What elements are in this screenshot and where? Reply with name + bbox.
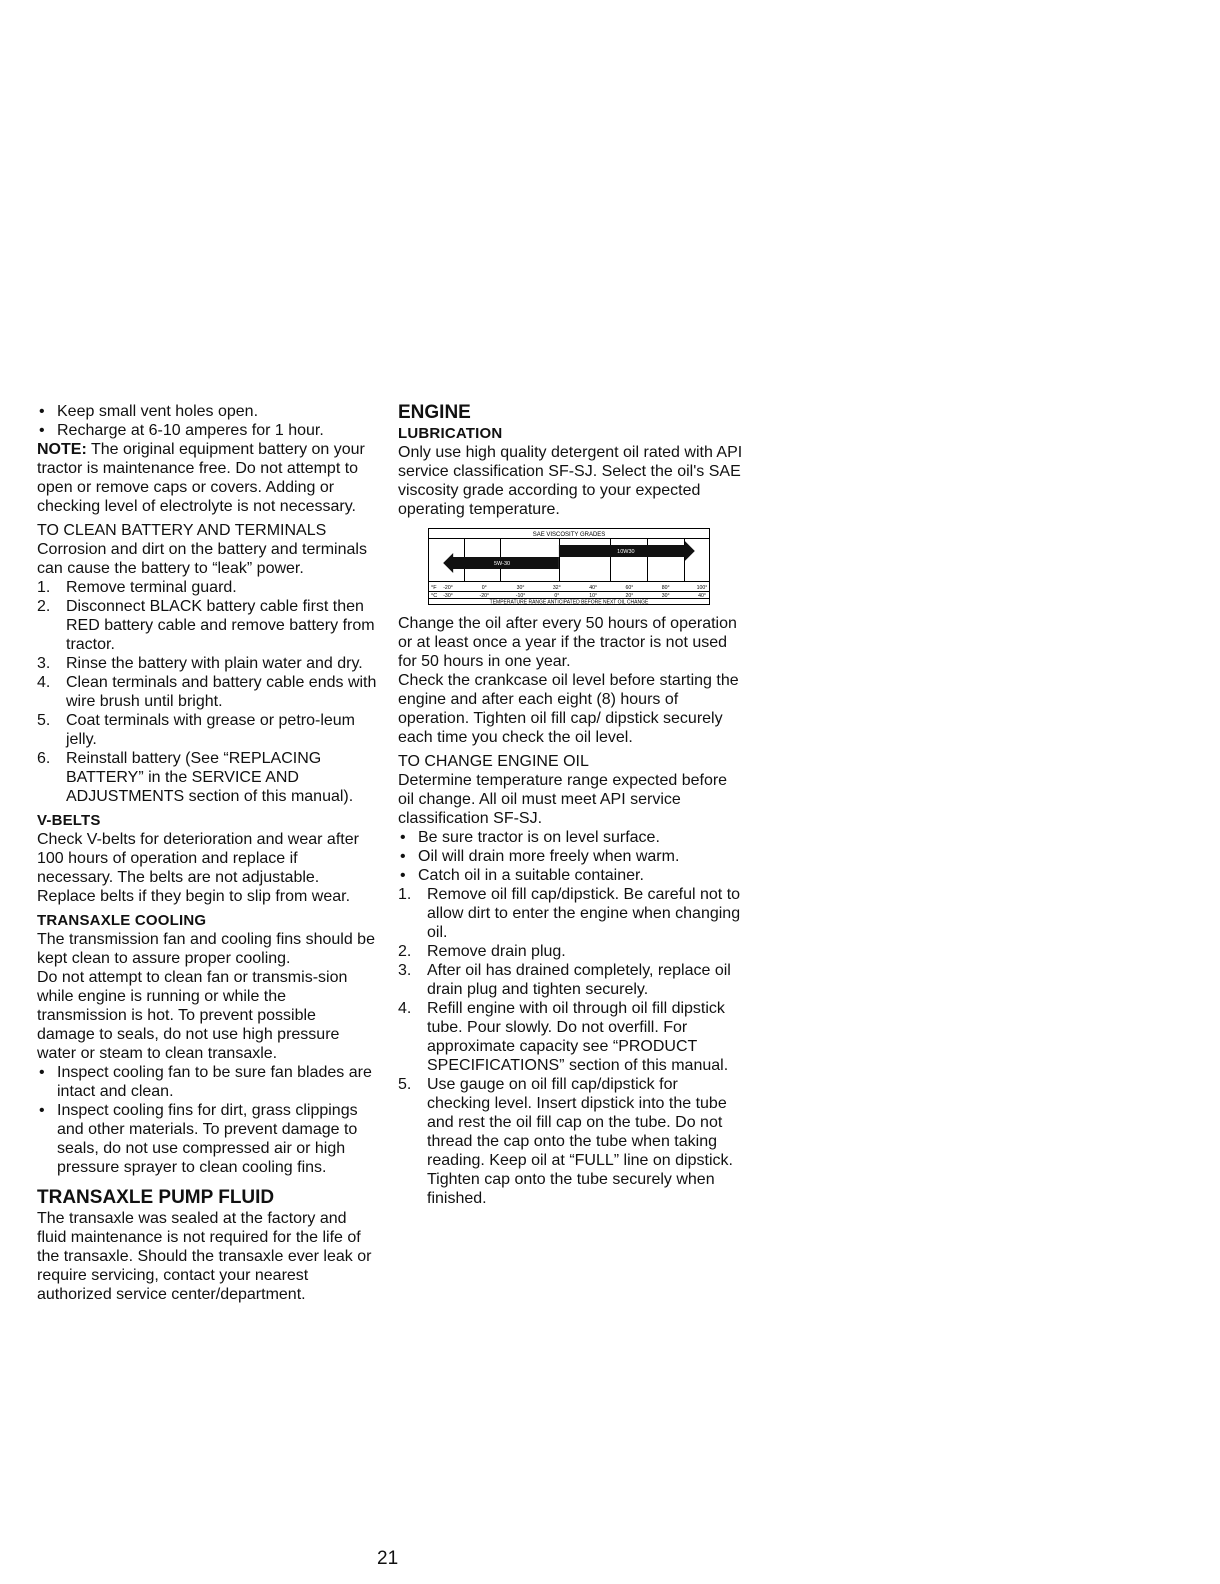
celsius-tick-label: -10° bbox=[515, 593, 526, 599]
note-text: The original equipment battery on your tractor is maintenance free. Do not attempt to open or remove caps or covers. Adding or checking level of electrolyte is not necessary. bbox=[37, 441, 365, 515]
change-engine-oil-intro: Determine temperature range expected before oil change. All oil must meet API service classification SF-SJ. bbox=[398, 772, 728, 827]
step-number: 5. bbox=[37, 712, 51, 729]
celsius-tick-label: 20° bbox=[625, 593, 634, 599]
battery-note bbox=[37, 440, 377, 516]
list-item bbox=[37, 749, 377, 806]
step-number: 5. bbox=[398, 1076, 412, 1093]
clean-battery-heading: TO CLEAN BATTERY AND TERMINALS bbox=[37, 522, 327, 539]
step-number: 4. bbox=[37, 674, 51, 691]
chart-footer: TEMPERATURE RANGE ANTICIPATED BEFORE NEXT OIL CHANGE bbox=[489, 599, 649, 605]
list-item bbox=[398, 999, 744, 1075]
transaxle-cooling-paragraph: The transmission fan and cooling fins should be kept clean to assure proper cooling. bbox=[37, 931, 375, 967]
list-item: • Inspect cooling fins for dirt, grass clippings and other materials. To prevent damage to seals, do not use compressed air or high pressure sprayer to clean cooling fins. bbox=[37, 1101, 377, 1177]
list-item bbox=[37, 597, 377, 654]
transaxle-cooling-paragraph: Do not attempt to clean fan or transmis-sion while engine is running or while the transmission is hot. To prevent possible damage to seals, do not use high pressure water or steam to clean transaxle. bbox=[37, 969, 348, 1062]
list-item bbox=[37, 578, 377, 597]
list-item bbox=[37, 673, 377, 711]
step-text: Rinse the battery with plain water and dry. bbox=[66, 655, 363, 672]
lubrication-text: Only use high quality detergent oil rated with API service classification SF-SJ. Select the oil's SAE viscosity grade according to your expected operating temperature. bbox=[398, 444, 743, 518]
step-text: Coat terminals with grease or petro-leum jelly. bbox=[66, 712, 356, 748]
celsius-tick-label: -30° bbox=[443, 593, 453, 599]
note-label: NOTE: bbox=[37, 441, 87, 458]
step-text: After oil has drained completely, replace oil drain plug and tighten securely. bbox=[427, 962, 731, 998]
clean-battery-intro: Corrosion and dirt on the battery and terminals can cause the battery to “leak” power. bbox=[37, 541, 367, 577]
vbelts-heading: V-BELTS bbox=[37, 812, 101, 829]
step-number: 1. bbox=[37, 579, 51, 596]
celsius-tick-label: 10° bbox=[589, 593, 598, 599]
oil-change-interval-text: Change the oil after every 50 hours of operation or at least once a year if the tractor is not used for 50 hours in one year. bbox=[398, 615, 737, 670]
list-item: • Catch oil in a suitable container. bbox=[398, 866, 744, 885]
list-item bbox=[37, 654, 377, 673]
list-item bbox=[37, 711, 377, 749]
step-text: Clean terminals and battery cable ends with wire brush until bright. bbox=[66, 674, 377, 710]
fahrenheit-tick-label: 0° bbox=[481, 585, 487, 591]
fahrenheit-tick-label: 30° bbox=[516, 585, 525, 591]
step-number: 6. bbox=[37, 750, 51, 767]
oil-check-text: Check the crankcase oil level before starting the engine and after each eight (8) hours of operation. Tighten oil fill cap/ dipstick securely each time you check the oil level. bbox=[398, 672, 739, 746]
list-item bbox=[398, 942, 744, 961]
step-number: 4. bbox=[398, 1000, 412, 1017]
chart-title: SAE VISCOSITY GRADES bbox=[532, 532, 606, 538]
step-text: Remove oil fill cap/dipstick. Be careful not to allow dirt to enter the engine when changing oil. bbox=[427, 886, 741, 941]
step-text: Refill engine with oil through oil fill dipstick tube. Pour slowly. Do not overfill. For approximate capacity see “PRODUCT SPECIFICATIONS” section of this manual. bbox=[427, 1000, 729, 1074]
list-item: • Recharge at 6-10 amperes for 1 hour. bbox=[37, 421, 377, 440]
list-item bbox=[398, 961, 744, 999]
vbelts-text: Check V-belts for deterioration and wear after 100 hours of operation and replace if necessary. The belts are not adjustable. Replace belts if they begin to slip from wear. bbox=[37, 831, 359, 905]
list-item: • Be sure tractor is on level surface. bbox=[398, 828, 744, 847]
fahrenheit-tick-label: -20° bbox=[443, 585, 453, 591]
step-text: Remove drain plug. bbox=[427, 943, 566, 960]
change-oil-bullets bbox=[398, 828, 744, 885]
step-number: 2. bbox=[398, 943, 412, 960]
right-column bbox=[398, 402, 744, 1208]
transaxle-pump-heading: TRANSAXLE PUMP FLUID bbox=[37, 1187, 275, 1208]
transaxle-pump-text: The transaxle was sealed at the factory and fluid maintenance is not required for the life of the transaxle. Should the transaxle ever leak or require servicing, contact your nearest authorized service center/department. bbox=[37, 1210, 372, 1303]
step-number: 1. bbox=[398, 886, 412, 903]
fahrenheit-tick-label: 60° bbox=[625, 585, 634, 591]
step-text: Disconnect BLACK battery cable first then RED battery cable and remove battery from tractor. bbox=[66, 598, 375, 653]
transaxle-cooling-heading: TRANSAXLE COOLING bbox=[37, 912, 207, 929]
list-item bbox=[398, 885, 744, 942]
engine-heading: ENGINE bbox=[398, 402, 471, 423]
transaxle-cooling-bullets bbox=[37, 1063, 377, 1177]
change-engine-oil-heading: TO CHANGE ENGINE OIL bbox=[398, 753, 589, 770]
left-column bbox=[37, 402, 377, 1304]
step-text: Reinstall battery (See “REPLACING BATTERY” in the SERVICE AND ADJUSTMENTS section of this manual). bbox=[66, 750, 354, 805]
step-text: Remove terminal guard. bbox=[66, 579, 237, 596]
celsius-unit: °C bbox=[431, 593, 438, 599]
list-item: • Keep small vent holes open. bbox=[37, 402, 377, 421]
step-number: 3. bbox=[398, 962, 412, 979]
lubrication-heading: LUBRICATION bbox=[398, 425, 503, 442]
celsius-tick-label: -20° bbox=[479, 593, 490, 599]
clean-battery-steps bbox=[37, 578, 377, 806]
viscosity-grade-label: 5W-30 bbox=[493, 561, 511, 567]
step-number: 3. bbox=[37, 655, 51, 672]
step-number: 2. bbox=[37, 598, 51, 615]
step-text: Use gauge on oil fill cap/dipstick for checking level. Insert dipstick into the tube and rest the oil fill cap on the tube. Do not thread the cap onto the tube when taking reading. Keep oil at “FULL” line on dipstick. Tighten cap onto the tube securely when finished. bbox=[427, 1076, 733, 1207]
celsius-tick-label: 0° bbox=[554, 593, 560, 599]
fahrenheit-tick-label: 32° bbox=[552, 585, 561, 591]
fahrenheit-unit: °F bbox=[431, 585, 437, 591]
change-oil-steps bbox=[398, 885, 744, 1208]
page-number: 21 bbox=[377, 1548, 399, 1569]
list-item: • Oil will drain more freely when warm. bbox=[398, 847, 744, 866]
viscosity-grade-label: 10W30 bbox=[617, 549, 635, 555]
list-item bbox=[398, 1075, 744, 1208]
sae-viscosity-chart bbox=[428, 528, 710, 605]
celsius-tick-label: 40° bbox=[698, 593, 706, 599]
celsius-tick-label: 30° bbox=[661, 593, 670, 599]
fahrenheit-tick-label: 40° bbox=[589, 585, 598, 591]
battery-bullets bbox=[37, 402, 377, 440]
fahrenheit-tick-label: 100° bbox=[696, 585, 708, 591]
list-item: • Inspect cooling fan to be sure fan blades are intact and clean. bbox=[37, 1063, 377, 1101]
fahrenheit-tick-label: 80° bbox=[661, 585, 670, 591]
